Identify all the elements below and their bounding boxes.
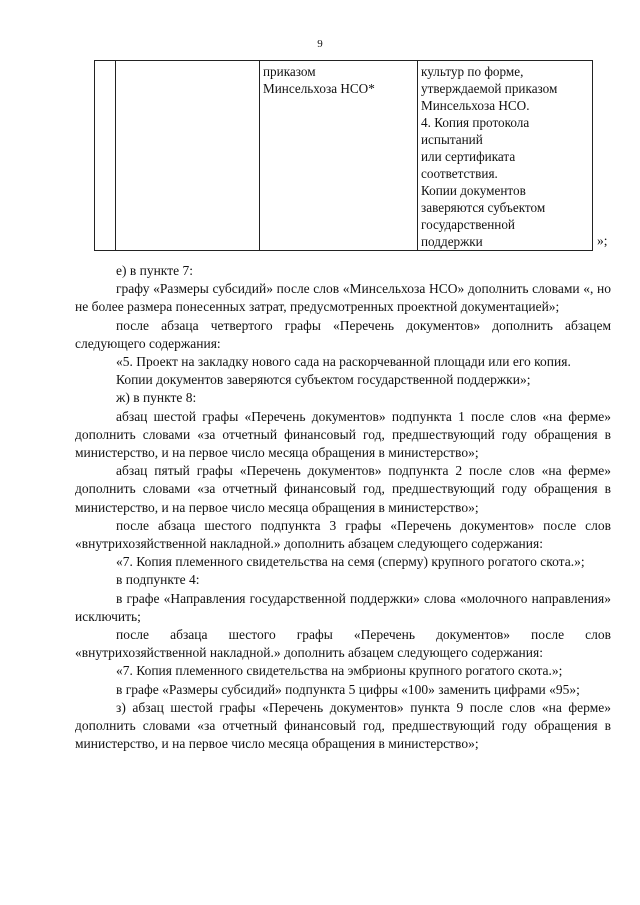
cell-line: заверяются субъектом	[421, 200, 546, 215]
paragraph: после абзаца четвертого графы «Перечень документов» дополнить абзацем следующего содержания:	[75, 317, 611, 351]
cell-line: Минсельхоза НСО.	[421, 98, 530, 113]
paragraph: е) в пункте 7:	[116, 263, 193, 278]
cell-line: государственной	[421, 217, 515, 232]
document-body	[75, 262, 611, 753]
table-cell-documents	[418, 61, 593, 251]
paragraph: «7. Копия племенного свидетельства на семя (сперму) крупного рогатого скота.»;	[116, 554, 585, 570]
cell-text-lines	[421, 63, 589, 250]
paragraph: в графе «Размеры субсидий» подпункта 5 цифры «100» заменить цифрами «95»;	[116, 681, 580, 697]
table-cell-direction	[116, 61, 260, 251]
paragraph: ж) в пункте 8:	[116, 390, 197, 406]
paragraph: после абзаца шестого графы «Перечень документов» после слов «внутрихозяйственной накладной.» дополнить абзацем следующего содержания:	[75, 627, 611, 661]
cell-line: или сертификата	[421, 149, 516, 164]
cell-line: культур по форме,	[421, 64, 524, 79]
cell-line: испытаний	[421, 132, 483, 147]
cell-line: утверждаемой приказом	[421, 81, 558, 96]
paragraph: графу «Размеры субсидий» после слов «Минсельхоза НСО» дополнить словами «, но не более размера понесенных затрат, предусмотренных проектной документацией»;	[75, 281, 611, 315]
cell-line: Минсельхоза НСО*	[263, 81, 375, 96]
paragraph: абзац пятый графы «Перечень документов» подпункта 2 после слов «на ферме» дополнить словами «за отчетный финансовый год, предшествующий году обращения в министерство, и на первое число месяца обращения в министерство»;	[75, 463, 611, 515]
cell-line: 4. Копия протокола	[421, 115, 530, 130]
cell-line: Копии документов	[421, 183, 526, 198]
paragraph: з) абзац шестой графы «Перечень документов» пункта 9 после слов «на ферме» дополнить словами «за отчетный финансовый год, предшествующий году обращения в министерство, и на первое число месяца обращения в министерство»;	[75, 699, 611, 752]
table-row	[95, 61, 593, 251]
page-number: 9	[317, 38, 323, 50]
paragraph: в графе «Направления государственной поддержки» слова «молочного направления» исключить;	[75, 590, 611, 624]
table-closing-mark: »;	[597, 233, 608, 248]
paragraph: после абзаца шестого подпункта 3 графы «Перечень документов» после слов «внутрихозяйственной накладной.» дополнить абзацем следующего содержания:	[75, 517, 611, 552]
subsidy-table	[94, 60, 593, 251]
cell-text-lines	[263, 63, 414, 97]
paragraph: «5. Проект на закладку нового сада на раскорчеванной площади или его копия.	[116, 354, 571, 370]
table-cell-subsidy-size	[260, 61, 418, 251]
cell-line: приказом	[263, 64, 316, 79]
table-cell-number	[95, 61, 116, 251]
paragraph: в подпункте 4:	[116, 572, 200, 588]
paragraph: Копии документов заверяются субъектом государственной поддержки»;	[116, 372, 531, 388]
paragraph: абзац шестой графы «Перечень документов» подпункта 1 после слов «на ферме» дополнить словами «за отчетный финансовый год, предшествующий году обращения в министерство, и на первое число месяца обращения в министерство»;	[75, 408, 611, 461]
cell-line: соответствия.	[421, 166, 498, 181]
document-table-fragment	[94, 60, 593, 251]
paragraph: «7. Копия племенного свидетельства на эмбрионы крупного рогатого скота.»;	[116, 663, 563, 679]
cell-line: поддержки	[421, 234, 483, 249]
